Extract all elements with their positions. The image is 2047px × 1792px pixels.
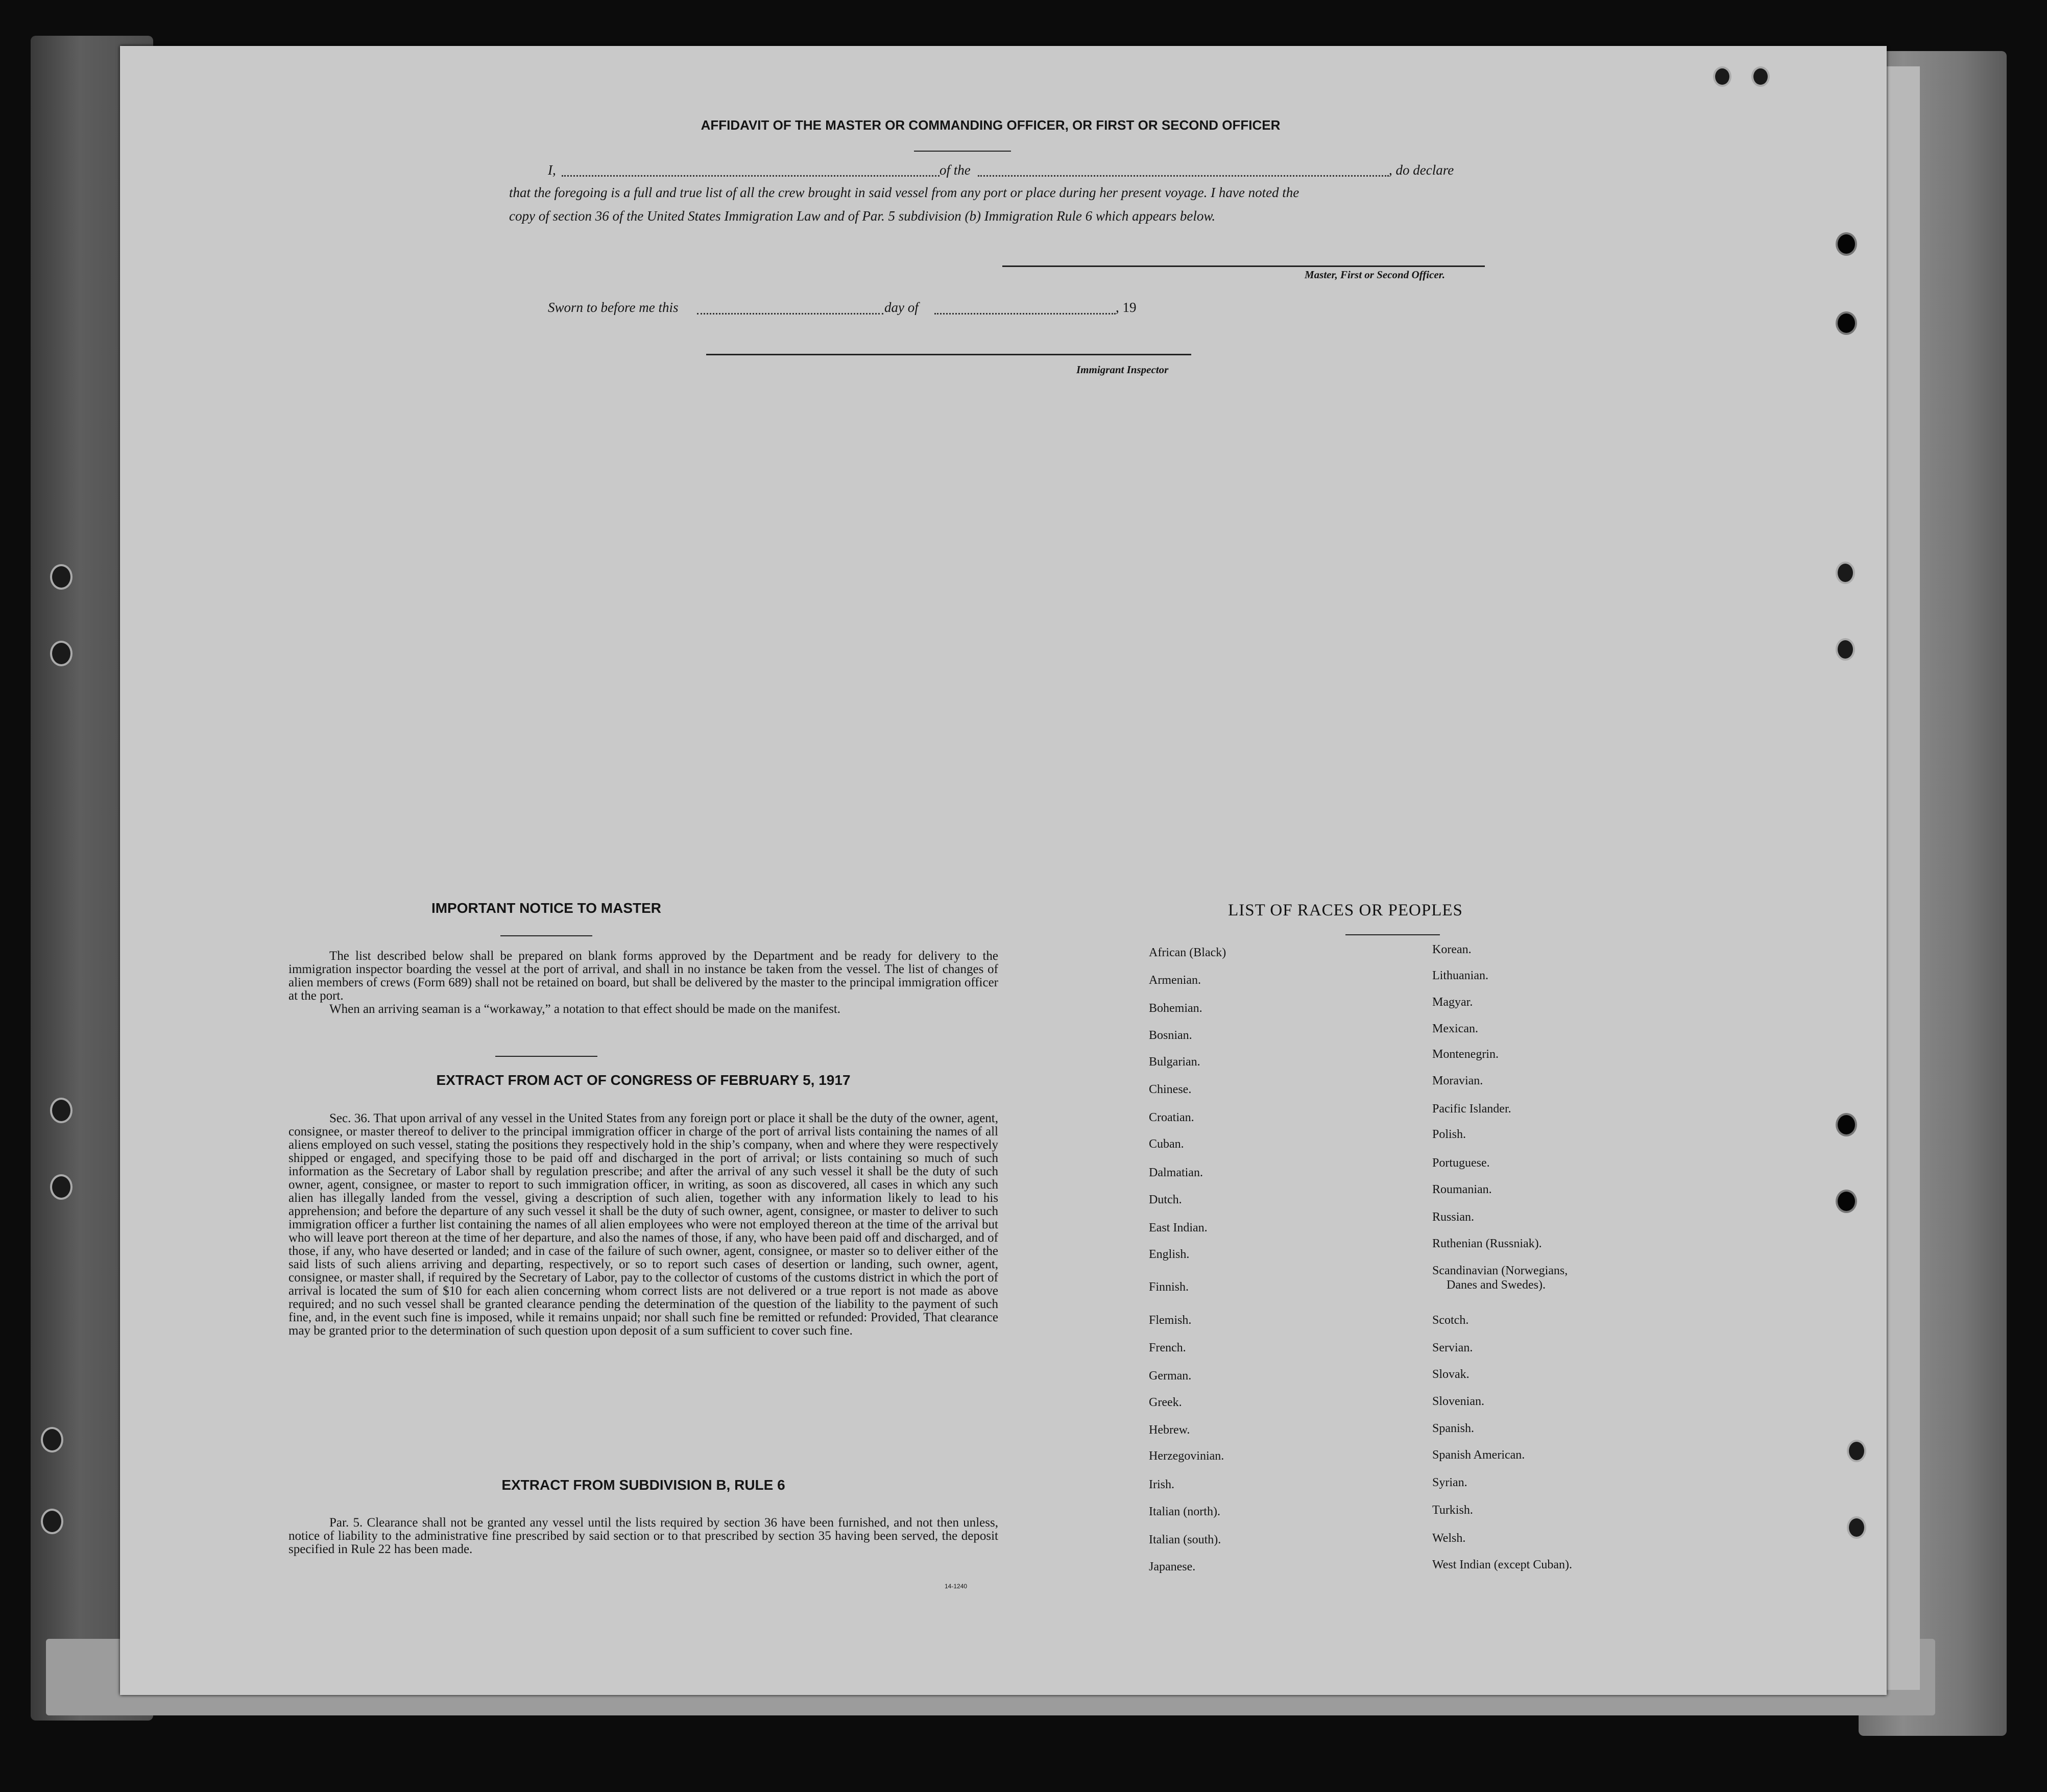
vessel-blank[interactable] bbox=[978, 175, 1389, 177]
race-item: Bosnian. bbox=[1149, 1029, 1192, 1042]
inspector-label: Immigrant Inspector bbox=[1076, 364, 1169, 376]
race-item: Cuban. bbox=[1149, 1137, 1184, 1151]
race-item: Bohemian. bbox=[1149, 1002, 1202, 1015]
day-of-label: day of bbox=[884, 300, 919, 315]
race-item: Bulgarian. bbox=[1149, 1055, 1200, 1069]
binder-hole bbox=[41, 1427, 63, 1452]
race-item: Polish. bbox=[1432, 1128, 1466, 1141]
punch-hole bbox=[1751, 66, 1770, 87]
title-rule bbox=[914, 151, 1011, 152]
affidavit-of-the: of the bbox=[940, 162, 971, 178]
race-item: Scandinavian (Norwegians, bbox=[1432, 1264, 1568, 1277]
race-item: Servian. bbox=[1432, 1341, 1473, 1354]
race-item: Scotch. bbox=[1432, 1314, 1469, 1327]
race-item: Finnish. bbox=[1149, 1280, 1189, 1294]
race-item: Flemish. bbox=[1149, 1314, 1192, 1327]
punch-hole bbox=[1836, 1113, 1857, 1136]
notice-para1: The list described below shall be prepared on blank forms approved by the Department and be ready for delivery to the immigration inspector boarding the vessel at the port of arrival, and shall in no instance be taken from the vessel. The list of changes of alien members of crews (Form 689) shall not be retained on board, but shall be delivered by the master to the principal immigration officer at the port. bbox=[288, 949, 998, 1003]
race-item: Turkish. bbox=[1432, 1504, 1473, 1517]
race-item: Korean. bbox=[1432, 943, 1472, 956]
extract1-text: Sec. 36. That upon arrival of any vessel in the United States from any foreign port or place it shall be the duty of the owner, agent, consignee, or master thereof to deliver to the principal immigration officer in charge of the port of arrival lists containing the names of all aliens employed on such vessel, stating the positions they respectively hold in the ship’s company, when and where they were respectively shipped or engaged, and specifying those to be paid off and discharged in the port of arrival; or lists containing so much of such information as the Secretary of Labor shall by regulation prescribe; and after the arrival of any such vessel it shall be the duty of such owner, agent, consignee, or master to report to such immigration officer, in writing, as soon as discovered, all cases in which any such alien has illegally landed from the vessel, giving a description of such alien, together with any information likely to lead to his apprehension; and before the departure of any such vessel it shall be the duty of such owner, agent, consignee, or master to deliver to such immigration officer a further list containing the names of all alien employees who were not employed thereon at the time of the arrival but who will leave port thereon at the time of her departure, and also the names of those, if any, who have been paid off and discharged, and of those, if any, who have deserted or landed; and in case of the failure of such owner, agent, consignee, or master so to deliver either of the said lists of such aliens arriving and departing, respectively, or so to report such cases of desertion or landing, such owner, agent, consignee, or master shall, if required by the Secretary of Labor, pay to the collector of customs of the customs district in which the port of arrival is located the sum of $10 for each alien concerning whom correct lists are not delivered or a true report is not made as above required; and no such vessel shall be granted clearance pending the determination of the question of the liability to the payment of such fine, and, in the event such fine is imposed, while it remains unpaid; nor shall such fine be remitted or refunded: Provided, That clearance may be granted prior to the determination of such question upon deposit of a sum sufficient to cover such fine. bbox=[288, 1111, 998, 1338]
notice-para2: When an arriving seaman is a “workaway,” a notation to that effect should be made on the manifest. bbox=[329, 1002, 841, 1016]
sworn-label: Sworn to before me this bbox=[548, 300, 679, 315]
name-blank[interactable] bbox=[562, 175, 940, 177]
notice-title: IMPORTANT NOTICE TO MASTER bbox=[431, 900, 662, 916]
extract2-text: Par. 5. Clearance shall not be granted any vessel until the lists required by section 36 have been furnished, and not then unless, notice of liability to the administrative fine prescribed by said section or to that prescribed by section 35 having been served, the deposit specified in Rule 22 has been made. bbox=[288, 1516, 998, 1556]
race-item: Lithuanian. bbox=[1432, 969, 1488, 982]
punch-hole bbox=[1713, 66, 1731, 87]
race-item: Chinese. bbox=[1149, 1083, 1192, 1096]
race-item: Spanish. bbox=[1432, 1422, 1475, 1435]
race-item: Pacific Islander. bbox=[1432, 1102, 1511, 1116]
affidavit-line2: that the foregoing is a full and true list of all the crew brought in said vessel from any port or place during her present voyage. I have noted the bbox=[509, 185, 1299, 200]
extract1-title: EXTRACT FROM ACT OF CONGRESS OF FEBRUARY 5, 1917 bbox=[436, 1072, 851, 1088]
race-item: Japanese. bbox=[1149, 1560, 1196, 1573]
binder-hole bbox=[50, 641, 73, 666]
notice-rule bbox=[500, 935, 592, 936]
races-rule bbox=[1345, 934, 1440, 935]
affidavit-title: AFFIDAVIT OF THE MASTER OR COMMANDING OFFICER, OR FIRST OR SECOND OFFICER bbox=[701, 117, 1281, 133]
race-item: Welsh. bbox=[1432, 1532, 1466, 1545]
race-item: Portuguese. bbox=[1432, 1156, 1490, 1170]
race-item: Dutch. bbox=[1149, 1193, 1182, 1206]
punch-hole bbox=[1836, 1190, 1857, 1213]
race-item: Irish. bbox=[1149, 1478, 1174, 1491]
sworn-month-blank[interactable] bbox=[934, 313, 1116, 314]
race-item: African (Black) bbox=[1149, 946, 1226, 959]
race-item: Spanish American. bbox=[1432, 1448, 1525, 1462]
race-item: Herzegovinian. bbox=[1149, 1449, 1224, 1463]
race-item: Moravian. bbox=[1432, 1074, 1483, 1087]
race-item: East Indian. bbox=[1149, 1221, 1208, 1234]
form-number: 14-1240 bbox=[945, 1583, 968, 1590]
binder-hole bbox=[50, 564, 73, 590]
year-label: , 19 bbox=[1116, 300, 1137, 315]
race-item: French. bbox=[1149, 1341, 1186, 1354]
races-title: LIST OF RACES OR PEOPLES bbox=[1228, 901, 1463, 919]
race-item: German. bbox=[1149, 1369, 1192, 1383]
race-item: Danes and Swedes). bbox=[1447, 1278, 1546, 1292]
sworn-day-blank[interactable] bbox=[697, 313, 883, 314]
master-signature-line[interactable] bbox=[1002, 265, 1485, 267]
section-rule bbox=[495, 1056, 597, 1057]
race-item: Dalmatian. bbox=[1149, 1166, 1203, 1179]
race-item: Italian (south). bbox=[1149, 1533, 1221, 1546]
race-item: Ruthenian (Russniak). bbox=[1432, 1237, 1542, 1250]
punch-hole bbox=[1847, 1516, 1866, 1539]
extract2-title: EXTRACT FROM SUBDIVISION B, RULE 6 bbox=[501, 1477, 785, 1493]
race-item: Croatian. bbox=[1149, 1111, 1194, 1124]
punch-hole bbox=[1836, 638, 1855, 661]
race-item: Mexican. bbox=[1432, 1022, 1478, 1035]
affidavit-i: I, bbox=[548, 162, 556, 178]
affidavit-line3: copy of section 36 of the United States Immigration Law and of Par. 5 subdivision (b) Immigration Rule 6 which appears below. bbox=[509, 208, 1216, 224]
master-signature-label: Master, First or Second Officer. bbox=[1305, 269, 1445, 281]
punch-hole bbox=[1836, 311, 1857, 335]
race-item: Hebrew. bbox=[1149, 1423, 1190, 1437]
affidavit-do-declare: , do declare bbox=[1389, 162, 1454, 178]
binder-hole bbox=[50, 1098, 73, 1123]
binder-hole bbox=[50, 1174, 73, 1200]
race-item: Armenian. bbox=[1149, 974, 1201, 987]
binder-hole bbox=[41, 1509, 63, 1534]
race-item: Magyar. bbox=[1432, 996, 1473, 1009]
inspector-signature-line[interactable] bbox=[706, 354, 1191, 355]
punch-hole bbox=[1847, 1440, 1866, 1462]
affidavit-form-sheet bbox=[120, 46, 1887, 1695]
race-item: Syrian. bbox=[1432, 1476, 1467, 1489]
race-item: Slovak. bbox=[1432, 1368, 1470, 1381]
race-item: West Indian (except Cuban). bbox=[1432, 1558, 1572, 1571]
race-item: Montenegrin. bbox=[1432, 1048, 1499, 1061]
punch-hole bbox=[1836, 232, 1857, 256]
race-item: Roumanian. bbox=[1432, 1183, 1492, 1196]
race-item: Russian. bbox=[1432, 1210, 1475, 1224]
race-item: Slovenian. bbox=[1432, 1395, 1484, 1408]
race-item: Italian (north). bbox=[1149, 1505, 1220, 1518]
race-item: Greek. bbox=[1149, 1396, 1182, 1409]
punch-hole bbox=[1836, 562, 1855, 584]
notice-body bbox=[288, 950, 998, 1016]
race-item: English. bbox=[1149, 1248, 1190, 1261]
